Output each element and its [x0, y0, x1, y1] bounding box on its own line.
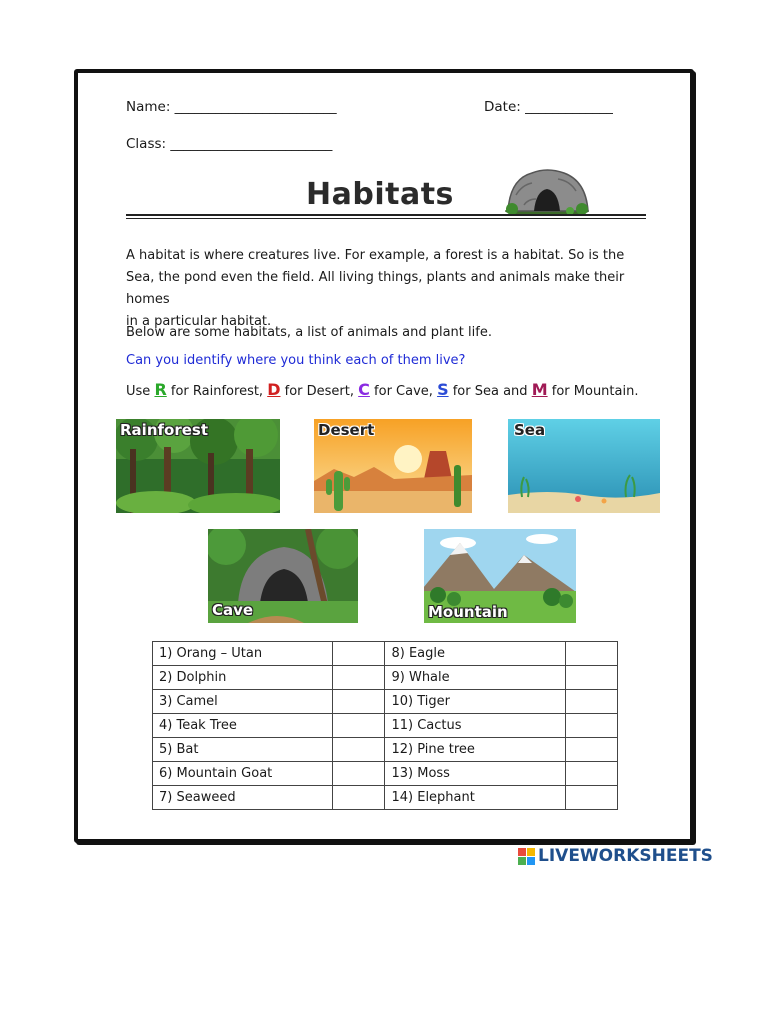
- rainforest-label: Rainforest: [120, 421, 208, 439]
- animal-name-cell: 10) Tiger: [385, 690, 565, 714]
- animal-name-cell: 3) Camel: [153, 690, 333, 714]
- legend-text-d: for Desert,: [284, 384, 355, 399]
- logo-square: [518, 848, 526, 856]
- title-area: [126, 161, 646, 221]
- sea-label: Sea: [514, 421, 546, 439]
- rainforest-image: [116, 419, 280, 513]
- animal-name-cell: 7) Seaweed: [153, 786, 333, 810]
- cave-icon: [502, 165, 592, 217]
- below-text: Below are some habitats, a list of animals and plant life.: [126, 325, 492, 340]
- cave-image: [208, 529, 358, 623]
- legend-letter-s: S: [437, 380, 449, 399]
- animal-name-cell: 1) Orang – Utan: [153, 642, 333, 666]
- desert-label: Desert: [318, 421, 375, 439]
- answer-cell[interactable]: [333, 714, 385, 738]
- animal-name-cell: 2) Dolphin: [153, 666, 333, 690]
- legend-letter-r: R: [154, 380, 167, 399]
- answer-cell[interactable]: [565, 642, 617, 666]
- answer-cell[interactable]: [333, 762, 385, 786]
- mountain-label: Mountain: [428, 603, 508, 621]
- legend-text-s: for Sea and: [452, 384, 528, 399]
- answer-cell[interactable]: [565, 690, 617, 714]
- answer-cell[interactable]: [565, 786, 617, 810]
- intro-line: Sea, the pond even the field. All living things, plants and animals make their homes: [126, 270, 625, 307]
- answer-cell[interactable]: [333, 690, 385, 714]
- table-row: [153, 738, 618, 762]
- logo-grid-icon: [518, 848, 535, 865]
- desert-image: [314, 419, 472, 513]
- animal-name-cell: 11) Cactus: [385, 714, 565, 738]
- intro-paragraph: [126, 245, 654, 333]
- answer-cell[interactable]: [565, 738, 617, 762]
- legend-use: Use: [126, 384, 151, 399]
- class-field[interactable]: Class: ________________________: [126, 136, 333, 152]
- table-row: [153, 714, 618, 738]
- answer-cell[interactable]: [333, 642, 385, 666]
- title-rule: [126, 214, 646, 216]
- sea-image: [508, 419, 660, 513]
- animal-name-cell: 5) Bat: [153, 738, 333, 762]
- table-row: [153, 642, 618, 666]
- worksheet-frame: [74, 69, 694, 843]
- title-rule-thin: [126, 218, 646, 219]
- intro-line: in a particular habitat.: [126, 314, 272, 329]
- table-row: [153, 786, 618, 810]
- logo-text: LIVEWORKSHEETS: [538, 846, 713, 866]
- logo-square: [527, 848, 535, 856]
- logo-square: [518, 857, 526, 865]
- answer-cell[interactable]: [333, 786, 385, 810]
- animal-name-cell: 13) Moss: [385, 762, 565, 786]
- animal-habitat-table: [152, 641, 618, 810]
- legend-letter-d: D: [267, 380, 281, 399]
- answer-cell[interactable]: [333, 666, 385, 690]
- animal-name-cell: 14) Elephant: [385, 786, 565, 810]
- mountain-image: [424, 529, 576, 623]
- intro-line: A habitat is where creatures live. For example, a forest is a habitat. So is the: [126, 248, 625, 263]
- cave-label: Cave: [212, 601, 254, 619]
- legend-text-r: for Rainforest,: [170, 384, 264, 399]
- animal-name-cell: 6) Mountain Goat: [153, 762, 333, 786]
- legend-line: [126, 379, 654, 403]
- question-text: Can you identify where you think each of them live?: [126, 353, 466, 368]
- animal-name-cell: 4) Teak Tree: [153, 714, 333, 738]
- legend-letter-c: C: [358, 380, 370, 399]
- liveworksheets-logo[interactable]: [518, 846, 713, 866]
- answer-cell[interactable]: [565, 762, 617, 786]
- answer-cell[interactable]: [333, 738, 385, 762]
- legend-letter-m: M: [531, 380, 548, 399]
- animal-name-cell: 8) Eagle: [385, 642, 565, 666]
- table-row: [153, 666, 618, 690]
- table-row: [153, 690, 618, 714]
- animal-name-cell: 9) Whale: [385, 666, 565, 690]
- table-row: [153, 762, 618, 786]
- answer-cell[interactable]: [565, 666, 617, 690]
- answer-cell[interactable]: [565, 714, 617, 738]
- logo-square: [527, 857, 535, 865]
- name-field[interactable]: Name: ________________________: [126, 99, 337, 115]
- legend-text-c: for Cave,: [374, 384, 433, 399]
- animal-name-cell: 12) Pine tree: [385, 738, 565, 762]
- legend-text-m: for Mountain.: [551, 384, 639, 399]
- page-title: Habitats: [306, 177, 454, 212]
- date-field[interactable]: Date: _____________: [484, 99, 613, 115]
